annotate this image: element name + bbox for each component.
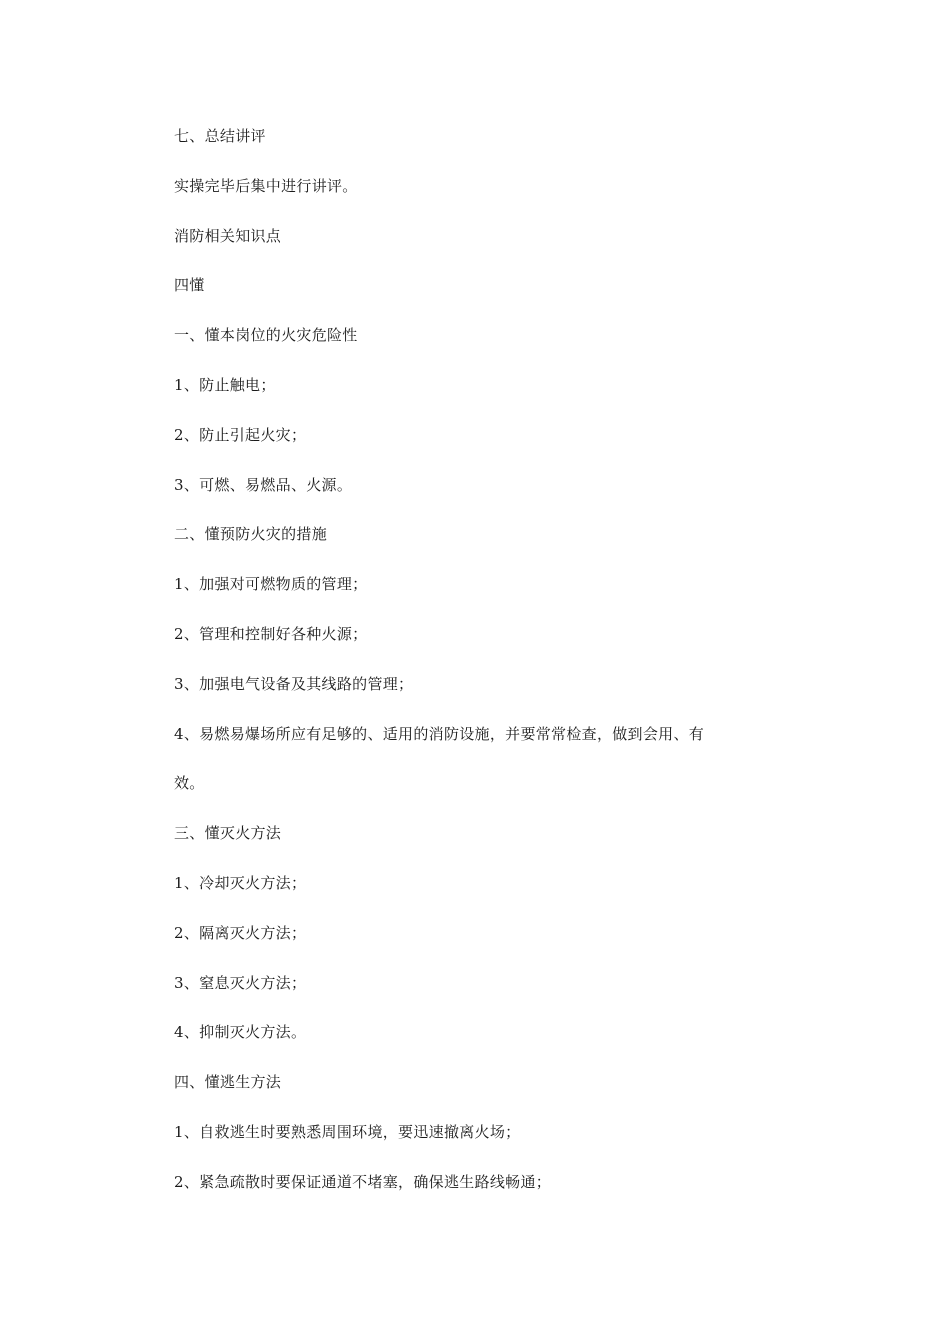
list-item: 2、管理和控制好各种火源； <box>174 624 368 643</box>
subsection-heading: 四、懂逃生方法 <box>174 1073 282 1092</box>
section-heading-summary: 七、总结讲评 <box>174 127 266 145</box>
list-item: 4、易燃易爆场所应有足够的、适用的消防设施，并要常常检查，做到会用、有 <box>174 724 705 743</box>
list-item: 1、防止触电； <box>174 375 276 394</box>
list-item: 2、隔离灭火方法； <box>174 923 307 942</box>
subsection-heading: 三、懂灭火方法 <box>174 824 282 843</box>
list-item: 2、紧急疏散时要保证通道不堵塞，确保逃生路线畅通； <box>174 1172 552 1191</box>
list-item: 1、自救逃生时要熟悉周围环境，要迅速撤离火场； <box>174 1122 521 1141</box>
subsection-heading: 一、懂本岗位的火灾危险性 <box>174 326 358 345</box>
section-heading-knowledge: 消防相关知识点 <box>174 226 282 245</box>
list-item-continuation: 效。 <box>174 774 205 793</box>
list-item: 4、抑制灭火方法。 <box>174 1023 307 1042</box>
list-item: 3、窒息灭火方法； <box>174 973 307 992</box>
paragraph: 实操完毕后集中进行讲评。 <box>174 176 358 195</box>
list-item: 3、可燃、易燃品、火源。 <box>174 475 353 494</box>
document-body <box>174 124 774 1220</box>
list-item: 1、冷却灭火方法； <box>174 873 307 892</box>
list-item: 1、加强对可燃物质的管理； <box>174 575 368 594</box>
list-item: 3、加强电气设备及其线路的管理； <box>174 674 414 693</box>
section-heading-four-understandings: 四懂 <box>174 276 205 295</box>
subsection-heading: 二、懂预防火灾的措施 <box>174 525 328 544</box>
list-item: 2、防止引起火灾； <box>174 425 307 444</box>
